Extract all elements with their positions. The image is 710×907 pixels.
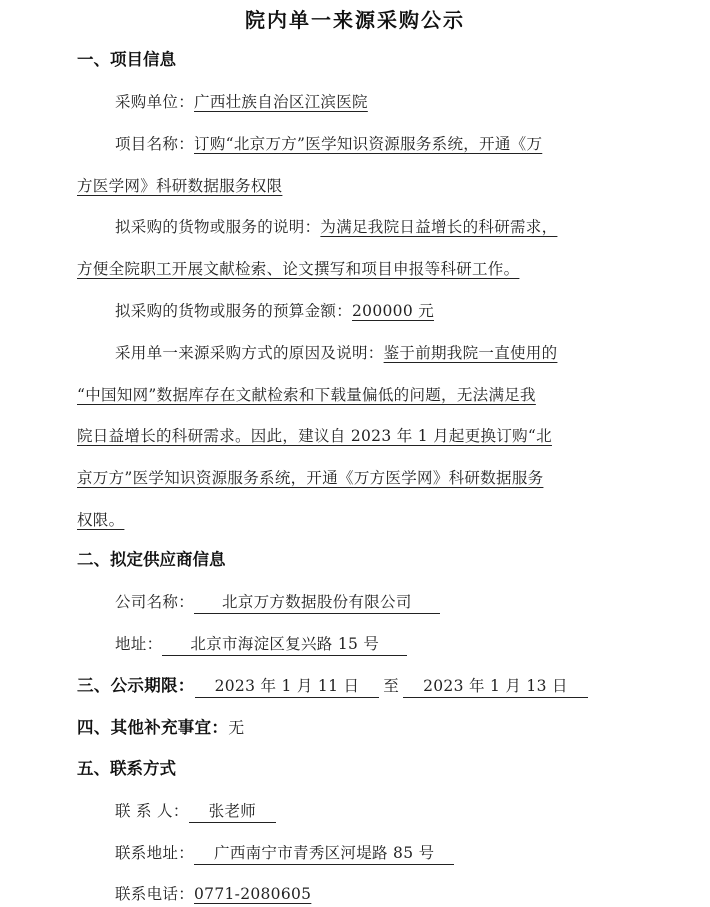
reason-row-3 <box>77 424 632 448</box>
contact-address-row <box>115 841 670 865</box>
address-row <box>115 632 670 656</box>
reason-line5: 权限。 <box>77 511 125 529</box>
page-title: 院内单一来源采购公示 <box>245 8 465 32</box>
project-value-line1: 订购“北京万方”医学知识资源服务系统，开通《万 <box>194 135 543 153</box>
desc-value-line1: 为满足我院日益增长的科研需求， <box>320 218 558 236</box>
period-to: 至 <box>383 677 400 695</box>
contact-value: 张老师 <box>189 800 276 823</box>
desc-value-line2: 方便全院职工开展文献检索、论文撰写和项目申报等科研工作。 <box>77 260 520 278</box>
contact-row <box>115 799 670 823</box>
reason-row <box>115 341 670 365</box>
desc-row <box>115 215 670 239</box>
period-start: 2023 年 1 月 11 日 <box>195 675 380 698</box>
budget-row <box>115 299 670 323</box>
phone-label: 联系电话： <box>115 885 195 903</box>
phone-row <box>115 882 670 906</box>
project-label: 项目名称： <box>115 135 195 153</box>
contact-address-label: 联系地址： <box>115 844 195 862</box>
section-heading-period: 三、公示期限： <box>77 676 195 695</box>
section-heading-supplier: 二、拟定供应商信息 <box>77 550 226 569</box>
reason-line4: 京万方”医学知识资源服务系统，开通《万方医学网》科研数据服务 <box>77 469 544 487</box>
phone-value: 0771-2080605 <box>194 885 312 903</box>
buyer-label: 采购单位： <box>115 93 195 111</box>
section-heading-contact: 五、联系方式 <box>77 759 176 778</box>
section-heading-other: 四、其他补充事宜： <box>77 718 229 737</box>
reason-line3: 院日益增长的科研需求。因此，建议自 2023 年 1 月起更换订购“北 <box>77 427 552 445</box>
company-value: 北京万方数据股份有限公司 <box>194 591 440 614</box>
section-heading-project-info: 一、项目信息 <box>77 50 176 69</box>
reason-row-5 <box>77 508 632 532</box>
address-label: 地址： <box>115 635 163 653</box>
budget-value: 200000 元 <box>352 302 435 320</box>
company-row <box>115 590 670 614</box>
contact-label: 联 系 人： <box>115 802 189 820</box>
reason-label: 采用单一来源采购方式的原因及说明： <box>115 344 384 362</box>
project-value-line2: 方医学网》科研数据服务权限 <box>77 177 283 195</box>
budget-label: 拟采购的货物或服务的预算金额： <box>115 302 353 320</box>
other-value: 无 <box>228 718 245 737</box>
desc-row-cont <box>77 257 632 281</box>
address-value: 北京市海淀区复兴路 15 号 <box>162 633 407 656</box>
buyer-value: 广西壮族自治区江滨医院 <box>194 93 368 111</box>
reason-row-2 <box>77 383 632 407</box>
project-row <box>115 132 670 156</box>
reason-row-4 <box>77 466 632 490</box>
project-row-cont <box>77 174 632 198</box>
reason-line2: “中国知网”数据库存在文献检索和下载量偏低的问题，无法满足我 <box>77 386 536 404</box>
other-row <box>77 716 632 740</box>
contact-address-value: 广西南宁市青秀区河堤路 85 号 <box>194 842 454 865</box>
buyer-row <box>115 90 670 114</box>
reason-line1: 鉴于前期我院一直使用的 <box>383 344 558 362</box>
company-label: 公司名称： <box>115 593 195 611</box>
period-row <box>77 674 632 698</box>
desc-label: 拟采购的货物或服务的说明： <box>115 218 321 236</box>
period-end: 2023 年 1 月 13 日 <box>403 675 588 698</box>
